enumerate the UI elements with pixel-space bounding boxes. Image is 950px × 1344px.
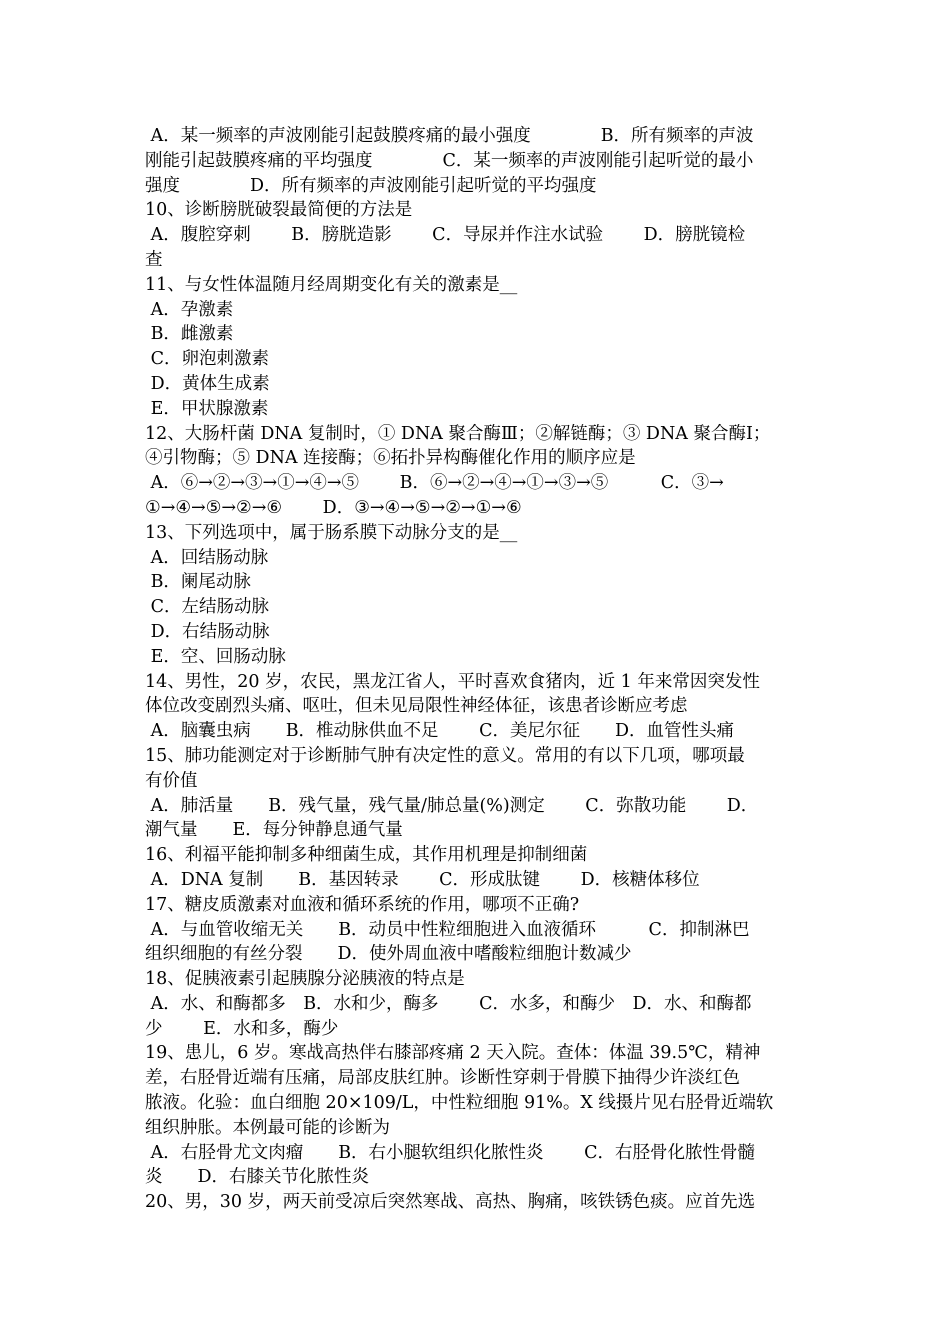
text-line: 强度 D．所有频率的声波刚能引起听觉的平均强度 [145, 175, 597, 196]
text-line: 13、下列选项中，属于肠系膜下动脉分支的是__ [145, 522, 518, 543]
text-line: A．右胫骨尤文肉瘤 B．右小腿软组织化脓性炎 C．右胫骨化脓性骨髓 [145, 1142, 756, 1163]
text-line: D．黄体生成素 [145, 373, 270, 394]
text-line: A．DNA 复制 B．基因转录 C．形成肽键 D．核糖体移位 [145, 869, 700, 890]
text-line: 组织肿胀。本例最可能的诊断为 [145, 1117, 390, 1138]
text-line: E．空、回肠动脉 [145, 646, 286, 667]
document-body [145, 124, 810, 1215]
text-line: D．右结肠动脉 [145, 621, 270, 642]
text-line: A．与血管收缩无关 B．动员中性粒细胞进入血液循环 C．抑制淋巴 [145, 919, 750, 940]
text-line: A．腹腔穿刺 B．膀胱造影 C．导尿并作注水试验 D．膀胱镜检 [145, 225, 746, 246]
text-line: 炎 D．右膝关节化脓性炎 [145, 1167, 370, 1188]
text-line: B．阑尾动脉 [145, 572, 251, 593]
text-line: A．肺活量 B．残气量，残气量/肺总量(%)测定 C．弥散功能 D． [145, 795, 759, 816]
text-line: 潮气量 E．每分钟静息通气量 [145, 820, 403, 841]
text-line: 12、大肠杆菌 DNA 复制时，① DNA 聚合酶Ⅲ；②解链酶；③ DNA 聚合酶Ⅰ； [145, 423, 771, 444]
text-line: 脓液。化验：血白细胞 20×109/L，中性粒细胞 91%。X 线摄片见右胫骨近端软 [145, 1093, 774, 1114]
text-line: 少 E．水和多，酶少 [145, 1018, 339, 1039]
text-line: 差，右胫骨近端有压痛，局部皮肤红肿。诊断性穿刺于骨膜下抽得少许淡红色 [145, 1068, 740, 1089]
text-line: 组织细胞的有丝分裂 D．使外周血液中嗜酸粒细胞计数减少 [145, 944, 632, 965]
text-line: A．某一频率的声波刚能引起鼓膜疼痛的最小强度 B．所有频率的声波 [145, 126, 754, 146]
text-line: 10、诊断膀胱破裂最简便的方法是 [145, 200, 413, 221]
text-line: C．左结肠动脉 [145, 597, 269, 618]
text-line: 19、患儿，6 岁。寒战高热伴右膝部疼痛 2 天入院。查体：体温 39.5℃，精神 [145, 1043, 761, 1064]
text-line: E．甲状腺激素 [145, 398, 269, 419]
text-line: 15、肺功能测定对于诊断肺气肿有决定性的意义。常用的有以下几项，哪项最 [145, 745, 745, 766]
text-line: C．卵泡刺激素 [145, 349, 269, 370]
text-line: B．雌激素 [145, 324, 234, 345]
text-line: 11、与女性体温随月经周期变化有关的激素是__ [145, 274, 518, 295]
text-line: 刚能引起鼓膜疼痛的平均强度 C．某一频率的声波刚能引起听觉的最小 [145, 150, 754, 171]
text-line: 有价值 [145, 770, 198, 791]
text-line: A．水、和酶都多 B．水和少，酶多 C．水多，和酶少 D．水、和酶都 [145, 993, 752, 1014]
text-line: ①→④→⑤→②→⑥ D．③→④→⑤→②→①→⑥ [145, 497, 522, 518]
text-line: 18、促胰液素引起胰腺分泌胰液的特点是 [145, 969, 465, 990]
text-line: A．脑囊虫病 B．椎动脉供血不足 C．美尼尔征 D．血管性头痛 [145, 721, 735, 742]
text-line: 17、糖皮质激素对血液和循环系统的作用，哪项不正确? [145, 894, 580, 915]
text-line: ④引物酶；⑤ DNA 连接酶；⑥拓扑异构酶催化作用的顺序应是 [145, 448, 636, 469]
text-line: A．孕激素 [145, 299, 234, 320]
text-line: 查 [145, 249, 163, 270]
text-line: 16、利福平能抑制多种细菌生成，其作用机理是抑制细菌 [145, 845, 588, 866]
text-line: 20、男，30 岁，两天前受凉后突然寒战、高热、胸痛，咳铁锈色痰。应首先选 [145, 1192, 756, 1213]
text-line: 14、男性，20 岁，农民，黑龙江省人，平时喜欢食猪肉，近 1 年来常因突发性 [145, 671, 760, 692]
text-line: 体位改变剧烈头痛、呕吐，但未见局限性神经体征，该患者诊断应考虑 [145, 696, 688, 717]
text-line: A．⑥→②→③→①→④→⑤ B．⑥→②→④→①→③→⑤ C．③→ [145, 473, 724, 494]
text-line: A．回结肠动脉 [145, 547, 269, 568]
